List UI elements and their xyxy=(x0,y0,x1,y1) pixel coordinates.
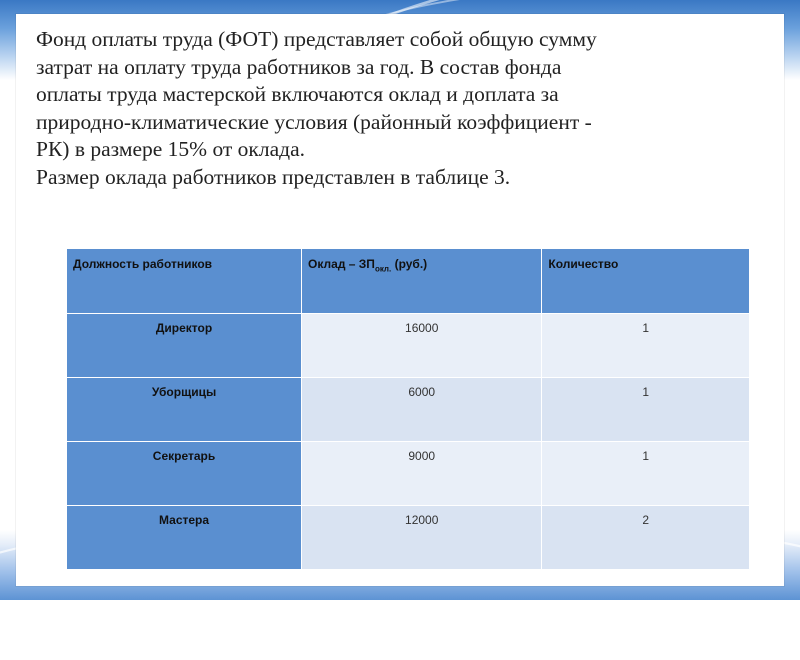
cell-count: 1 xyxy=(542,442,750,506)
table-row xyxy=(67,378,750,442)
paragraph-line: Размер оклада работников представлен в таблице 3. xyxy=(36,164,511,189)
header-salary xyxy=(302,249,542,314)
salary-table xyxy=(66,248,750,570)
header-salary-suffix: (руб.) xyxy=(391,257,428,271)
cell-position: Мастера xyxy=(67,506,302,570)
cell-count: 2 xyxy=(542,506,750,570)
header-count: Количество xyxy=(542,249,750,314)
table-header-row xyxy=(67,249,750,314)
cell-position: Уборщицы xyxy=(67,378,302,442)
intro-paragraph xyxy=(36,26,756,191)
cell-salary: 12000 xyxy=(302,506,542,570)
cell-salary: 9000 xyxy=(302,442,542,506)
cell-salary: 16000 xyxy=(302,314,542,378)
paragraph-line: оплаты труда мастерской включаются оклад и доплата за xyxy=(36,82,559,106)
cell-position: Секретарь xyxy=(67,442,302,506)
table-row xyxy=(67,506,750,570)
cell-count: 1 xyxy=(542,314,750,378)
cell-count: 1 xyxy=(542,378,750,442)
cell-position: Директор xyxy=(67,314,302,378)
paragraph-line: природно-климатические условия (районный коэффициент - xyxy=(36,109,592,134)
header-position: Должность работников xyxy=(67,249,302,314)
slide-content xyxy=(16,14,784,586)
cell-salary: 6000 xyxy=(302,378,542,442)
header-salary-sub: окл. xyxy=(374,264,392,274)
paragraph-line: РК) в размере 15% от оклада. xyxy=(36,137,306,161)
table-row xyxy=(67,314,750,378)
paragraph-line: Фонд оплаты труда (ФОТ) представляет собой общую сумму xyxy=(36,27,597,51)
table-row xyxy=(67,442,750,506)
paragraph-line: затрат на оплату труда работников за год. В состав фонда xyxy=(36,54,562,79)
header-salary-prefix: Оклад – ЗП xyxy=(308,257,375,271)
